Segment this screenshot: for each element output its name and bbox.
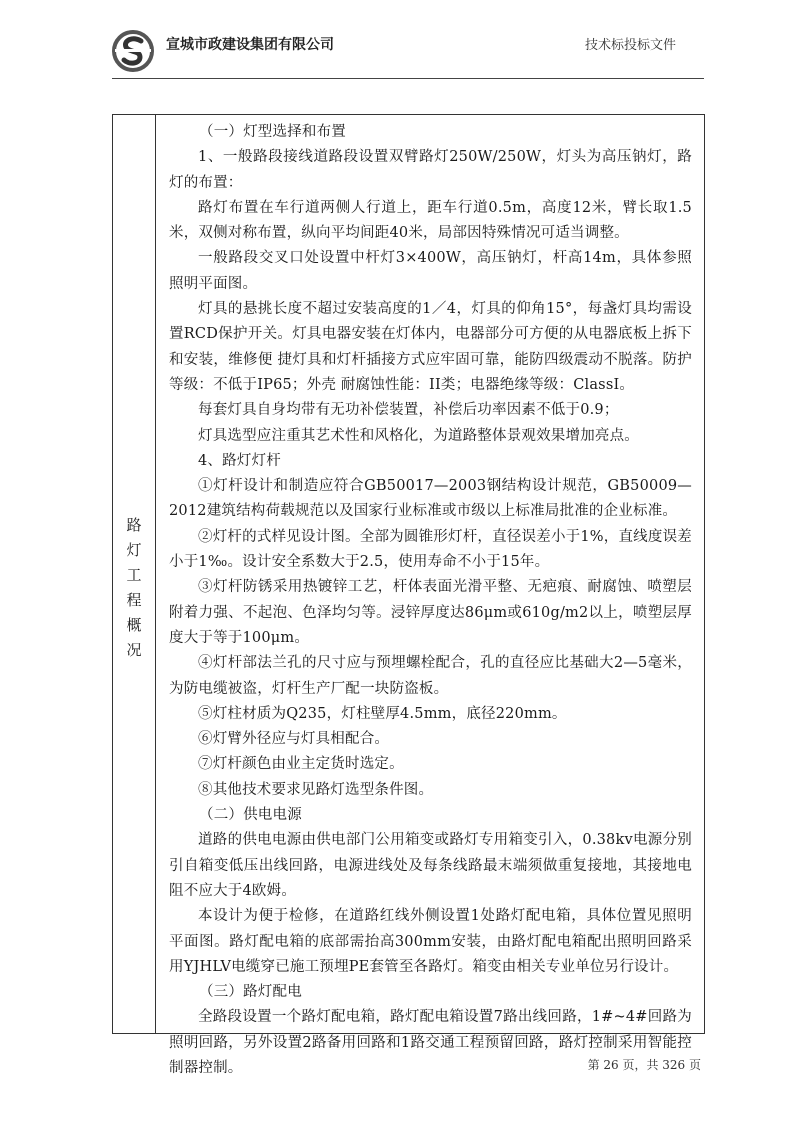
section-label-char: 工	[126, 566, 142, 584]
paragraph: ⑦灯杆颜色由业主定货时选定。	[198, 756, 404, 773]
company-logo	[112, 30, 154, 72]
paragraph: ④灯杆部法兰孔的尺寸应与预埋螺栓配合，孔的直径应比基础大2—5毫米，为防电缆被盗，灯杆生产厂配一块防盗板。	[169, 655, 692, 697]
section-heading: （三）路灯配电	[199, 984, 302, 1001]
paragraph: ⑧其他技术要求见路灯选型条件图。	[198, 781, 434, 798]
paragraph: 本设计为便于检修，在道路红线外侧设置1处路灯配电箱，具体位置见照明平面图。路灯配电箱的底部需抬高300mm安装，由路灯配电箱配出照明回路采用YJHLV电缆穿已施工预埋PE套管至各路灯。箱变由相关专业单位另行设计。	[169, 908, 692, 975]
paragraph: 一般路段交叉口处设置中杆灯3×400W，高压钠灯，杆高14m，具体参照照明平面图。	[169, 250, 692, 292]
paragraph: 灯具的悬挑长度不超过安装高度的1／4，灯具的仰角15°，每盏灯具均需设置RCD保护开关。灯具电器安装在灯体内，电器部分可方便的从电器底板上拆下和安装，维修便 捷灯具和灯杆插接方式应牢固可靠，能防四级震动不脱落。防护等级：不低于IP65；外壳 耐腐蚀性能：II类；电器绝缘等级：ClassI。	[169, 301, 692, 393]
paragraph: ①灯杆设计和制造应符合GB50017—2003钢结构设计规范，GB50009—2012建筑结构荷载规范以及国家行业标准或市级以上标准局批准的企业标准。	[169, 478, 692, 520]
section-label-char: 概	[126, 616, 142, 634]
section-label	[113, 513, 155, 663]
paragraph: 4、路灯灯杆	[198, 452, 281, 469]
paragraph: 道路的供电电源由供电部门公用箱变或路灯专用箱变引入，0.38kv电源分别引自箱变低压出线回路，电源进线处及每条线路最末端须做重复接地，其接地电阻不应大于4欧姆。	[169, 832, 692, 899]
page-header	[112, 22, 704, 79]
section-label-cell	[113, 115, 156, 1033]
document-type: 技术标投标文件	[584, 38, 676, 53]
page-number: 第 26 页，共 326 页	[587, 1058, 701, 1072]
section-label-char: 路	[126, 516, 142, 534]
paragraph: 路灯布置在车行道两侧人行道上，距车行道0.5m，高度12米，臂长取1.5米，双侧对称布置，纵向平均间距40米，局部因特殊情况可适当调整。	[169, 199, 692, 242]
section-label-char: 况	[126, 641, 142, 659]
paragraph: ⑥灯臂外径应与灯具相配合。	[198, 731, 390, 748]
section-heading: （一）灯型选择和布置	[199, 124, 346, 140]
paragraph: 灯具选型应注重其艺术性和风格化，为道路整体景观效果增加亮点。	[198, 427, 639, 444]
paragraph: ⑤灯柱材质为Q235，灯柱壁厚4.5mm，底径220mm。	[198, 705, 567, 722]
paragraph: ②灯杆的式样见设计图。全部为圆锥形灯杆，直径误差小于1%，直线度误差小于1‰。设计安全系数大于2.5，使用寿命不小于15年。	[169, 528, 692, 571]
paragraph: 全路段设置一个路灯配电箱，路灯配电箱设置7路出线回路，1#~4#回路为照明回路，另外设置2路备用回路和1路交通工程预留回路，路灯控制采用智能控制器控制。	[169, 1009, 692, 1076]
paragraph: 每套灯具自身均带有无功补偿装置，补偿后功率因素不低于0.9；	[198, 402, 619, 419]
paragraph: 1、一般路段接线道路段设置双臂路灯250W/250W，灯头为高压钠灯，路灯的布置：	[169, 149, 692, 191]
section-heading: （二）供电电源	[199, 807, 302, 824]
section-label-char: 灯	[126, 541, 142, 559]
paragraph: ③灯杆防锈采用热镀锌工艺，杆体表面光滑平整、无疤痕、耐腐蚀、喷塑层附着力强、不起泡、色泽均匀等。浸锌厚度达86μm或610g/m2以上，喷塑层厚度大于等于100μm。	[169, 579, 692, 646]
section-label-char: 程	[126, 591, 142, 609]
company-name: 宣城市政建设集团有限公司	[166, 37, 334, 53]
